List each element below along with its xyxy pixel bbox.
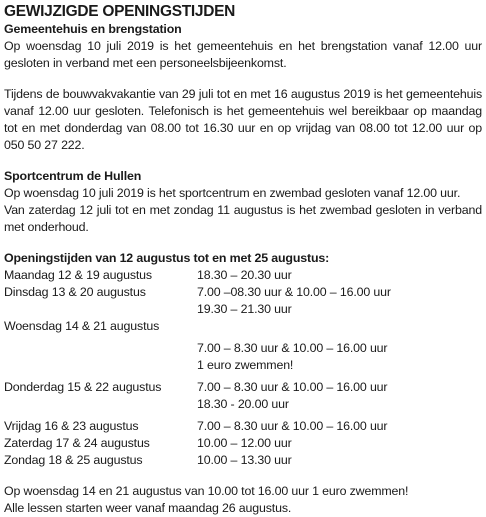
schedule-day: Woensdag 14 & 21 augustus bbox=[4, 319, 160, 333]
schedule-row bbox=[4, 267, 482, 284]
section-sportcentrum bbox=[4, 168, 482, 236]
schedule-time: 7.00 – 8.30 uur & 10.00 – 16.00 uur bbox=[197, 380, 388, 394]
section-heading-openingstijden: Openingstijden van 12 augustus tot en met 25 augustus: bbox=[4, 251, 330, 265]
schedule-day: Donderdag 15 & 22 augustus bbox=[4, 380, 162, 394]
schedule-time: 18.30 - 20.00 uur bbox=[197, 397, 289, 411]
section-heading-gemeentehuis: Gemeentehuis en brengstation bbox=[4, 22, 182, 36]
schedule-row bbox=[4, 452, 482, 469]
paragraph-zwembad-onderhoud: Van zaterdag 12 juli tot en met zondag 11 augustus is het zwembad gesloten in verband met onderhoud. bbox=[4, 203, 482, 234]
schedule-day bbox=[4, 357, 197, 374]
schedule-row bbox=[4, 284, 482, 301]
schedule-row bbox=[4, 396, 482, 413]
schedule-time: 1 euro zwemmen! bbox=[197, 358, 294, 372]
section-openingstijden bbox=[4, 250, 482, 469]
section-heading-sportcentrum: Sportcentrum de Hullen bbox=[4, 169, 142, 183]
page-title: GEWIJZIGDE OPENINGSTIJDEN bbox=[4, 3, 236, 20]
section-gemeentehuis bbox=[4, 21, 482, 154]
schedule-row bbox=[4, 357, 482, 374]
schedule-time: 10.00 – 13.30 uur bbox=[197, 453, 292, 467]
schedule-row bbox=[4, 318, 482, 335]
schedule-row bbox=[4, 301, 482, 318]
schedule-day: Zondag 18 & 25 augustus bbox=[4, 453, 143, 467]
notice bbox=[4, 3, 482, 517]
schedule-day bbox=[4, 396, 197, 413]
schedule-day: Zaterdag 17 & 24 augustus bbox=[4, 436, 150, 450]
paragraph-sportcentrum-closure: Op woensdag 10 juli 2019 is het sportcentrum en zwembad gesloten vanaf 12.00 uur. bbox=[4, 186, 461, 200]
schedule-time: 18.30 – 20.30 uur bbox=[197, 268, 292, 282]
schedule-day bbox=[4, 340, 197, 357]
schedule-time: 19.30 – 21.30 uur bbox=[197, 302, 292, 316]
schedule-row bbox=[4, 379, 482, 396]
footer-line-lessen: Alle lessen starten weer vanaf maandag 26 augustus. bbox=[4, 501, 292, 515]
paragraph-gemeentehuis-closure: Op woensdag 10 juli 2019 is het gemeentehuis en het brengstation vanaf 12.00 uur gesloten in verband met een personeelsbijeenkomst. bbox=[4, 39, 482, 70]
footer-line-zwemmen: Op woensdag 14 en 21 augustus van 10.00 tot 16.00 uur 1 euro zwemmen! bbox=[4, 484, 409, 498]
schedule-day: Vrijdag 16 & 23 augustus bbox=[4, 419, 139, 433]
schedule-row bbox=[4, 418, 482, 435]
schedule-time: 7.00 –08.30 uur & 10.00 – 16.00 uur bbox=[197, 285, 391, 299]
schedule-day bbox=[4, 301, 197, 318]
schedule-time: 7.00 – 8.30 uur & 10.00 – 16.00 uur bbox=[197, 341, 388, 355]
schedule-row bbox=[4, 340, 482, 357]
schedule-time: 7.00 – 8.30 uur & 10.00 – 16.00 uur bbox=[197, 419, 388, 433]
schedule-time: 10.00 – 12.00 uur bbox=[197, 436, 292, 450]
schedule-day: Maandag 12 & 19 augustus bbox=[4, 268, 152, 282]
paragraph-bouwvak: Tijdens de bouwvakvakantie van 29 juli tot en met 16 augustus 2019 is het gemeentehuis vanaf 12.00 uur gesloten. Telefonisch is het gemeentehuis wel bereikbaar op maandag tot en met donderdag van 08.00 tot 16.30 uur en op vrijdag van 08.00 tot 12.00 uur op 050 50 27 222. bbox=[4, 87, 482, 152]
schedule-table bbox=[4, 267, 482, 469]
footer-notes bbox=[4, 483, 482, 517]
schedule-day: Dinsdag 13 & 20 augustus bbox=[4, 285, 146, 299]
schedule-row bbox=[4, 435, 482, 452]
